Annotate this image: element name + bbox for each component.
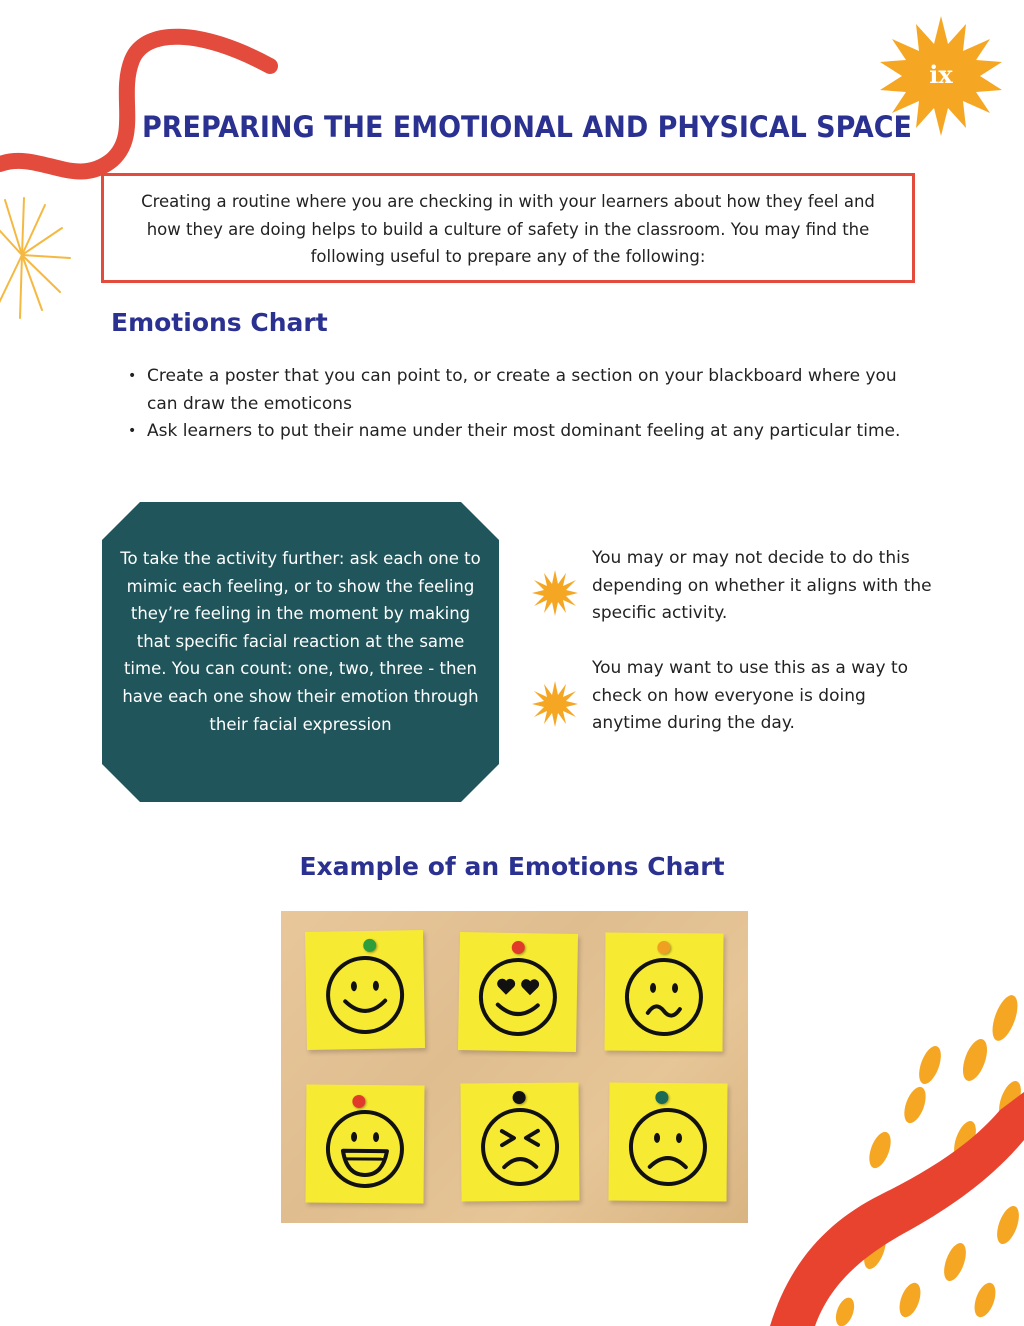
- bullet-item: • Ask learners to put their name under their most dominant feeling at any particular time.: [126, 418, 916, 446]
- page-title: PREPARING THE EMOTIONAL AND PHYSICAL SPACE: [142, 110, 912, 144]
- intro-text: Creating a routine where you are checking in with your learners about how they feel and how they are doing helps to build a culture of safety in the classroom. You may find the following useful to prepare any of the following:: [141, 192, 875, 266]
- smiling-face-icon: [322, 952, 407, 1037]
- pin-icon: [657, 941, 670, 954]
- sticky-note: [458, 932, 578, 1052]
- emotions-chart-photo: [281, 911, 748, 1223]
- sparkle-lines: [0, 198, 70, 318]
- bullet-item: • Create a poster that you can point to, or create a section on your blackboard where you can draw the emoticons: [126, 363, 916, 418]
- sticky-note: [305, 930, 425, 1050]
- intro-box: [101, 173, 915, 283]
- emotions-chart-bullets: [126, 363, 916, 446]
- pin-icon: [512, 941, 525, 954]
- red-squiggle-top: [0, 37, 270, 172]
- page-number-badge: ix: [929, 60, 953, 89]
- burst-icon: [531, 680, 579, 728]
- pin-icon: [363, 939, 376, 952]
- note-text-2: You may want to use this as a way to check on how everyone is doing anytime during the day.: [592, 658, 909, 733]
- emotions-chart-heading: Emotions Chart: [111, 308, 328, 337]
- pin-icon: [513, 1091, 526, 1104]
- note-text-1: You may or may not decide to do this depending on whether it aligns with the specific activity.: [592, 548, 932, 623]
- sad-face-icon: [626, 1105, 711, 1190]
- sticky-note: [608, 1082, 727, 1201]
- sticky-note: [460, 1082, 579, 1201]
- sticky-note: [305, 1084, 424, 1203]
- heart-eyes-face-icon: [475, 954, 560, 1039]
- pin-icon: [655, 1091, 668, 1104]
- example-heading: Example of an Emotions Chart: [299, 852, 725, 881]
- burst-icon: [531, 569, 579, 617]
- activity-text: To take the activity further: ask each one to mimic each feeling, or to show the feeling they’re feeling in the moment by making that specific facial reaction at the same time. You can count: one, two, three - then have each one show their emotion through their facial expression: [120, 549, 481, 734]
- sticky-note: [604, 932, 723, 1051]
- uneasy-face-icon: [622, 955, 707, 1040]
- laughing-face-icon: [323, 1107, 408, 1192]
- squinting-frown-face-icon: [478, 1105, 563, 1190]
